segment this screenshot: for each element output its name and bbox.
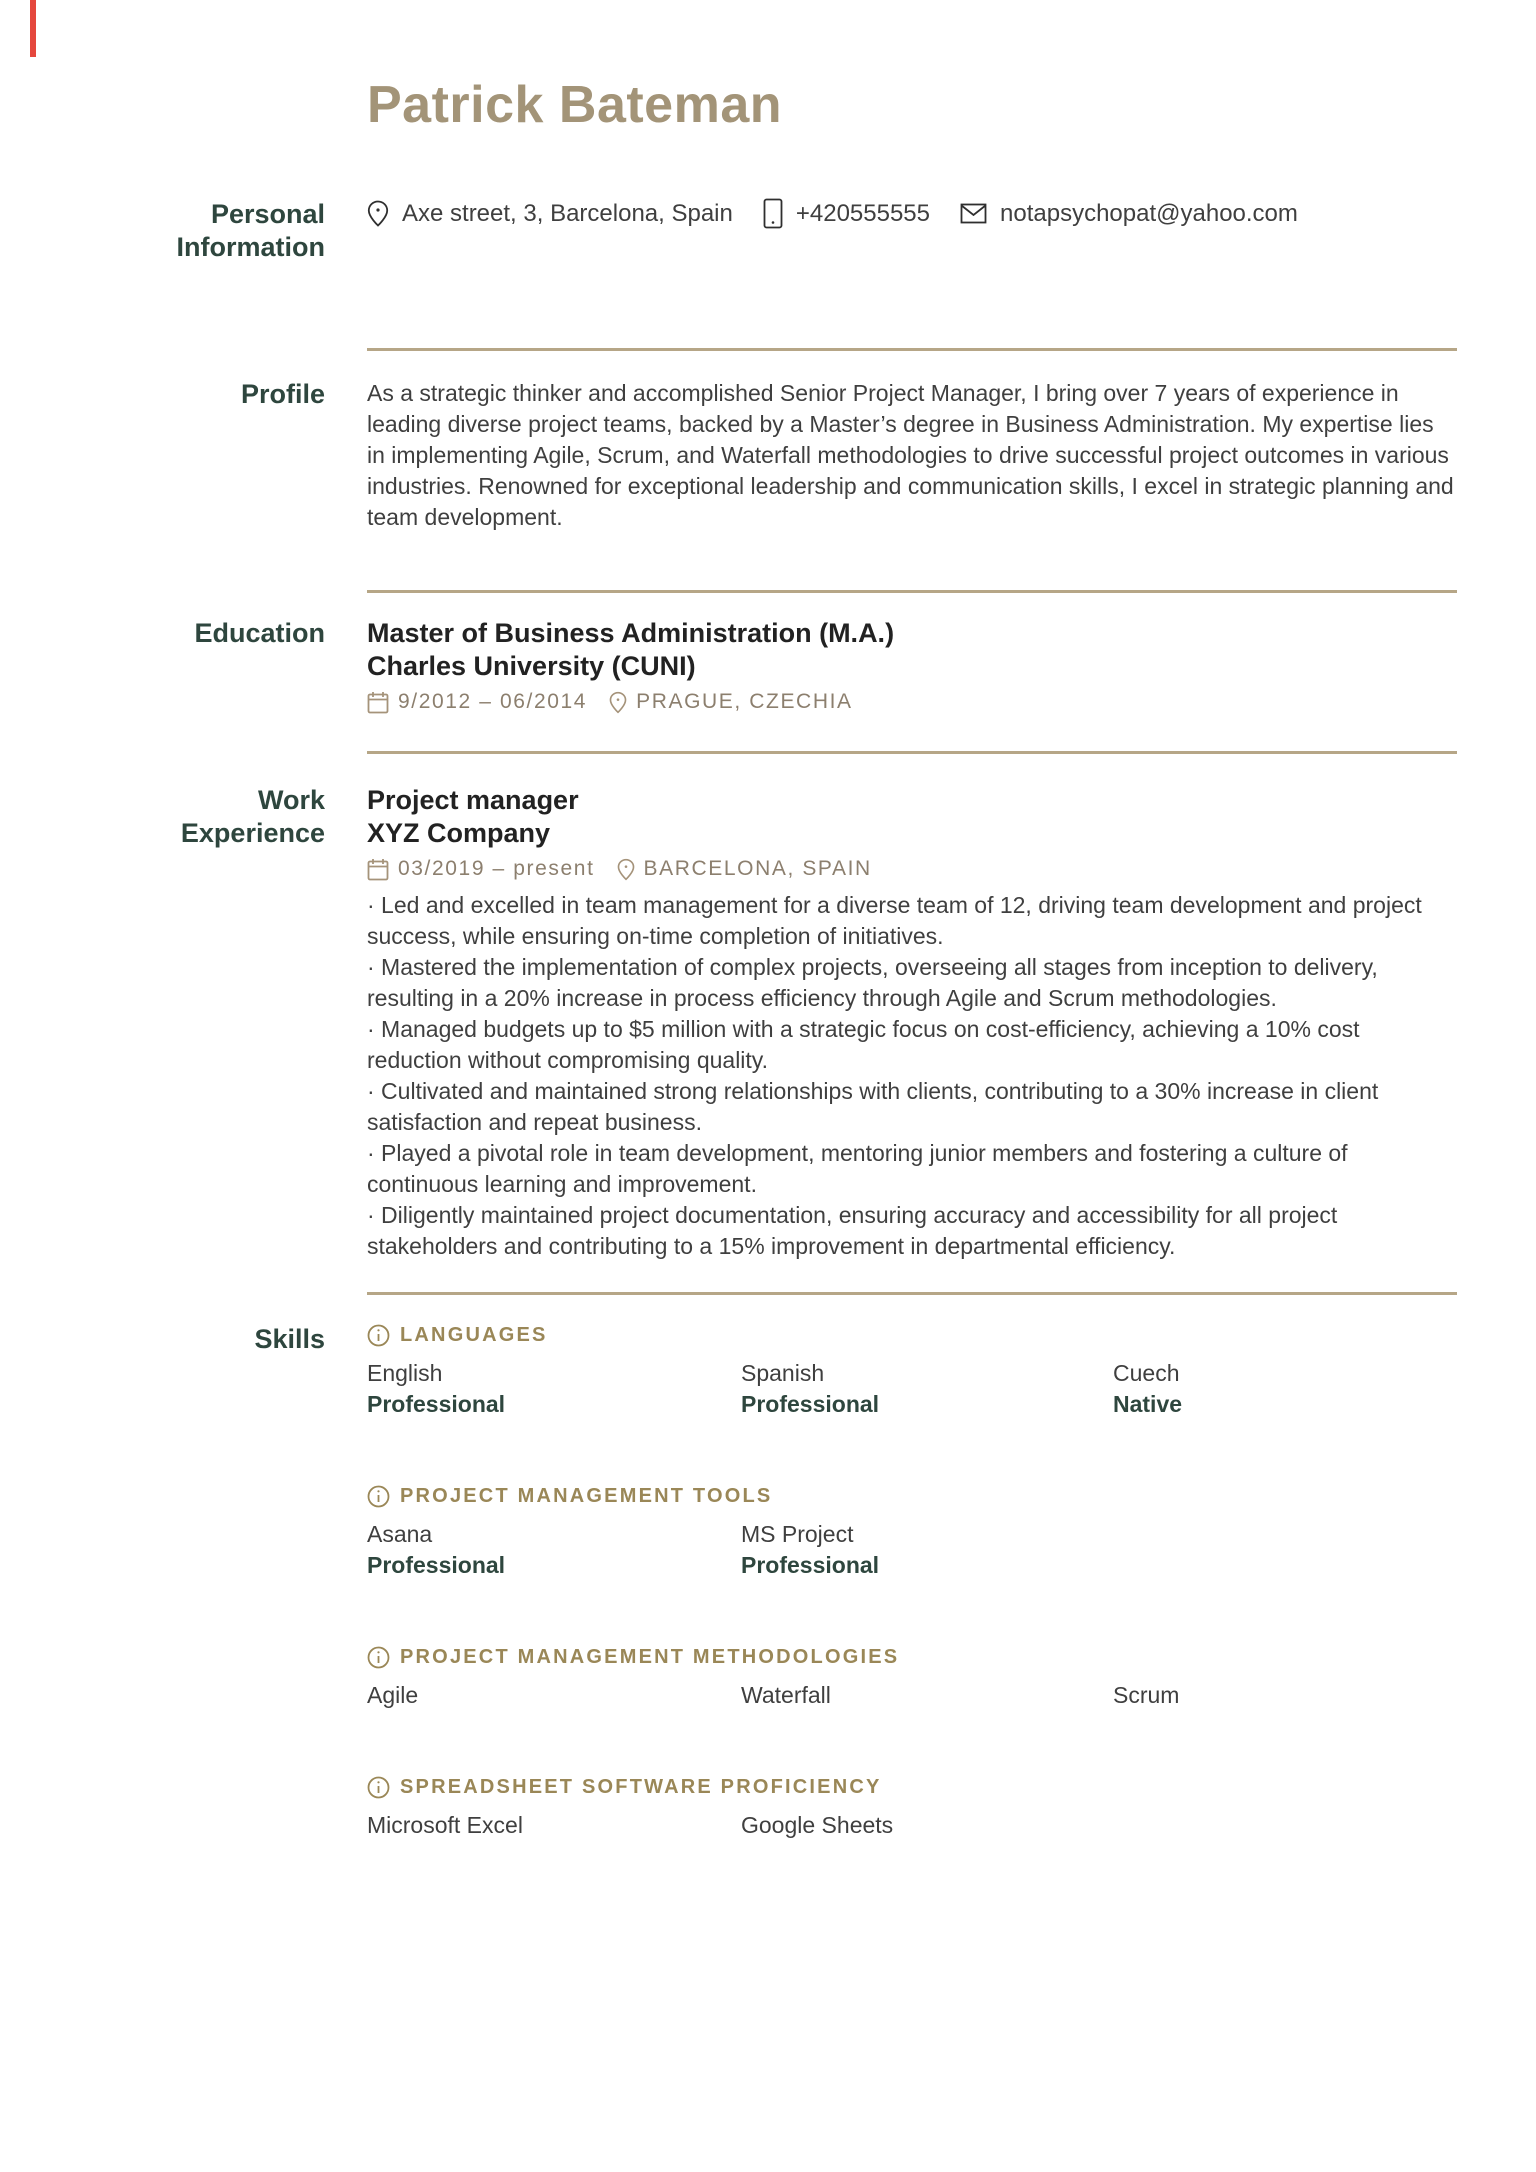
skill-group-heading: SPREADSHEET SOFTWARE PROFICIENCY	[400, 1776, 882, 1798]
location-pin-icon	[617, 858, 635, 881]
skill-group-heading: PROJECT MANAGEMENT TOOLS	[400, 1485, 773, 1507]
info-circle-icon	[367, 1324, 390, 1347]
calendar-icon	[367, 691, 389, 714]
skill-item: Google Sheets	[741, 1812, 894, 1838]
work-experience-section	[0, 751, 1536, 1292]
phone-text: +420555555	[795, 199, 931, 227]
skill-group-languages	[367, 1323, 1457, 1420]
profile-section	[0, 348, 1536, 590]
education-location: PRAGUE, CZECHIA	[636, 690, 853, 713]
address-text: Axe street, 3, Barcelona, Spain	[402, 199, 733, 227]
calendar-icon	[367, 858, 389, 881]
section-label-skills: Skills	[254, 1324, 325, 1354]
location-pin-icon	[609, 691, 627, 714]
skill-group-heading: PROJECT MANAGEMENT METHODOLOGIES	[400, 1646, 900, 1668]
skill-item: Cuech Native	[1113, 1360, 1183, 1417]
work-bullet: · Mastered the implementation of complex projects, overseeing all stages from inception to delivery, resulting in a 20% increase in process efficiency through Agile and Scrum methodologies.	[367, 954, 1378, 1011]
work-bullet: · Managed budgets up to $5 million with a strategic focus on cost-efficiency, achieving a 10% cost reduction without compromising quality.	[367, 1016, 1360, 1073]
degree-title: Master of Business Administration (M.A.)	[367, 618, 895, 648]
section-label-work-experience: Work Experience	[180, 785, 325, 848]
skill-item: Scrum	[1113, 1682, 1180, 1708]
work-bullet: · Diligently maintained project documentation, ensuring accuracy and accessibility for all project stakeholders and contributing to a 15% improvement in departmental efficiency.	[367, 1202, 1338, 1259]
email-text: notapsychopat@yahoo.com	[1000, 199, 1298, 227]
school-name: Charles University (CUNI)	[367, 651, 696, 681]
company-name: XYZ Company	[367, 818, 551, 848]
skill-item	[1113, 1519, 1457, 1581]
phone-icon	[763, 198, 783, 229]
skill-item: MS Project Professional	[741, 1521, 880, 1578]
skill-group-spreadsheet	[367, 1775, 1457, 1841]
info-circle-icon	[367, 1485, 390, 1508]
skill-group-pm-methodologies	[367, 1645, 1457, 1711]
skills-section	[0, 1292, 1536, 1841]
location-pin-icon	[367, 200, 389, 227]
work-bullet-list	[367, 890, 1457, 1262]
skill-group-pm-tools	[367, 1484, 1457, 1581]
work-location: BARCELONA, SPAIN	[643, 857, 872, 880]
skill-item: English Professional	[367, 1360, 506, 1417]
work-bullet: · Cultivated and maintained strong relationships with clients, contributing to a 30% increase in client satisfaction and repeat business.	[367, 1078, 1379, 1135]
red-edge-marker	[30, 0, 36, 57]
skill-item: Waterfall	[741, 1682, 831, 1708]
work-dates: 03/2019 – present	[398, 857, 595, 880]
skill-item: Spanish Professional	[741, 1360, 880, 1417]
personal-information-section	[0, 198, 1536, 264]
phone-item	[763, 198, 930, 229]
section-label-education: Education	[194, 618, 325, 648]
email-item	[960, 200, 1298, 228]
skill-item	[1113, 1810, 1457, 1841]
profile-text: As a strategic thinker and accomplished Senior Project Manager, I bring over 7 years of experience in leading diverse project teams, backed by a Master’s degree in Business Administration. My expertise lies in implementing Agile, Scrum, and Waterfall methodologies to drive successful project outcomes in various industries. Renowned for exceptional leadership and communication skills, I excel in strategic planning and team development.	[367, 380, 1454, 530]
education-dates: 9/2012 – 06/2014	[398, 690, 588, 713]
skill-item: Agile	[367, 1682, 419, 1708]
section-label-profile: Profile	[240, 379, 325, 409]
contact-line	[367, 198, 1457, 229]
skill-item: Asana Professional	[367, 1521, 506, 1578]
info-circle-icon	[367, 1776, 390, 1799]
work-bullet: · Led and excelled in team management for a diverse team of 12, driving team development and project success, while ensuring on-time completion of initiatives.	[367, 892, 1422, 949]
education-meta	[367, 689, 1457, 715]
skill-group-heading: LANGUAGES	[400, 1324, 548, 1346]
work-bullet: · Played a pivotal role in team development, mentoring junior members and fostering a culture of continuous learning and improvement.	[367, 1140, 1348, 1197]
page-title: Patrick Bateman	[367, 76, 783, 134]
work-meta	[367, 856, 1457, 882]
info-circle-icon	[367, 1646, 390, 1669]
address-item	[367, 200, 733, 228]
skill-item: Microsoft Excel	[367, 1812, 523, 1838]
header-row	[0, 0, 1536, 134]
envelope-icon	[960, 203, 987, 224]
section-label-personal-information: Personal Information	[176, 199, 325, 262]
education-section	[0, 590, 1536, 751]
job-title: Project manager	[367, 785, 579, 815]
